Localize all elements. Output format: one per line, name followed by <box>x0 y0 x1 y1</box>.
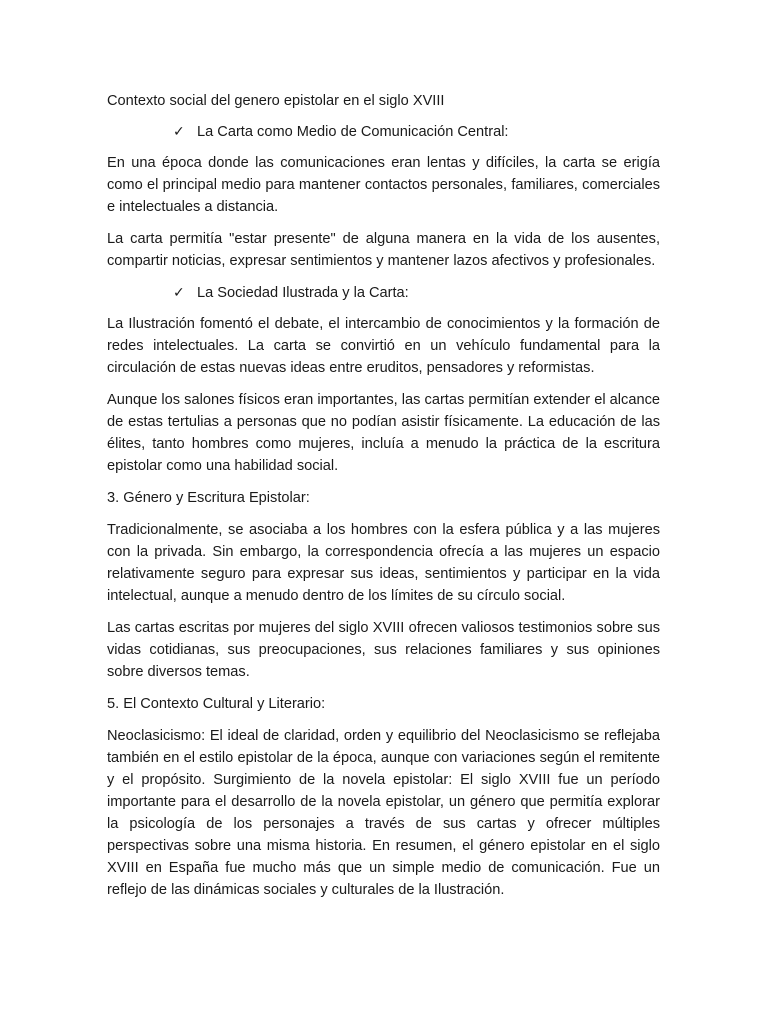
paragraph-6: Las cartas escritas por mujeres del siglo XVIII ofrecen valiosos testimonios sobre sus vidas cotidianas, sus preocupaciones, sus relaciones familiares y sus opiniones sobre diversos temas. <box>107 620 660 680</box>
paragraph-2: La carta permitía "estar presente" de alguna manera en la vida de los ausentes, compartir noticias, expresar sentimientos y mantener lazos afectivos y profesionales. <box>107 231 660 269</box>
paragraph-4: Aunque los salones físicos eran importantes, las cartas permitían extender el alcance de estas tertulias a personas que no podían asistir físicamente. La educación de las élites, tanto hombres como mujeres, incluía a menudo la práctica de la escritura epistolar como una habilidad social. <box>107 392 660 474</box>
paragraph-3: La Ilustración fomentó el debate, el intercambio de conocimientos y la formación de redes intelectuales. La carta se convirtió en un vehículo fundamental para la circulación de estas nuevas ideas entre eruditos, pensadores y reformistas. <box>107 316 660 376</box>
paragraph-7: Neoclasicismo: El ideal de claridad, orden y equilibrio del Neoclasicismo se reflejaba también en el estilo epistolar de la época, aunque con variaciones según el remitente y el propósito. Surgimiento de la novela epistolar: El siglo XVIII fue un período importante para el desarrollo de la novela epistolar, un género que permitía explorar la psicología de los personajes a través de sus cartas y ofrecer múltiples perspectivas sobre una misma historia. En resumen, el género epistolar en el siglo XVIII en España fue mucho más que un simple medio de comunicación. Fue un reflejo de las dinámicas sociales y culturales de la Ilustración. <box>107 728 660 898</box>
check-icon: ✓ <box>173 124 185 140</box>
check-icon: ✓ <box>173 285 185 301</box>
paragraph-1: En una época donde las comunicaciones eran lentas y difíciles, la carta se erigía como el principal medio para mantener contactos personales, familiares, comerciales e intelectuales a distancia. <box>107 155 660 215</box>
document-title: Contexto social del genero epistolar en el siglo XVIII <box>107 93 445 109</box>
section-heading-5: 5. El Contexto Cultural y Literario: <box>107 696 326 712</box>
checklist-item-carta <box>107 121 660 143</box>
document-page <box>107 90 660 911</box>
checklist-item-sociedad <box>107 282 660 304</box>
section-heading-3: 3. Género y Escritura Epistolar: <box>107 490 310 506</box>
checklist-item-label: La Sociedad Ilustrada y la Carta: <box>197 285 409 301</box>
paragraph-5: Tradicionalmente, se asociaba a los hombres con la esfera pública y a las mujeres con la privada. Sin embargo, la correspondencia ofrecía a las mujeres un espacio relativamente seguro para expresar sus ideas, sentimientos y participar en la vida intelectual, aunque a menudo dentro de los límites de su círculo social. <box>107 522 660 604</box>
checklist-item-label: La Carta como Medio de Comunicación Central: <box>197 124 509 140</box>
